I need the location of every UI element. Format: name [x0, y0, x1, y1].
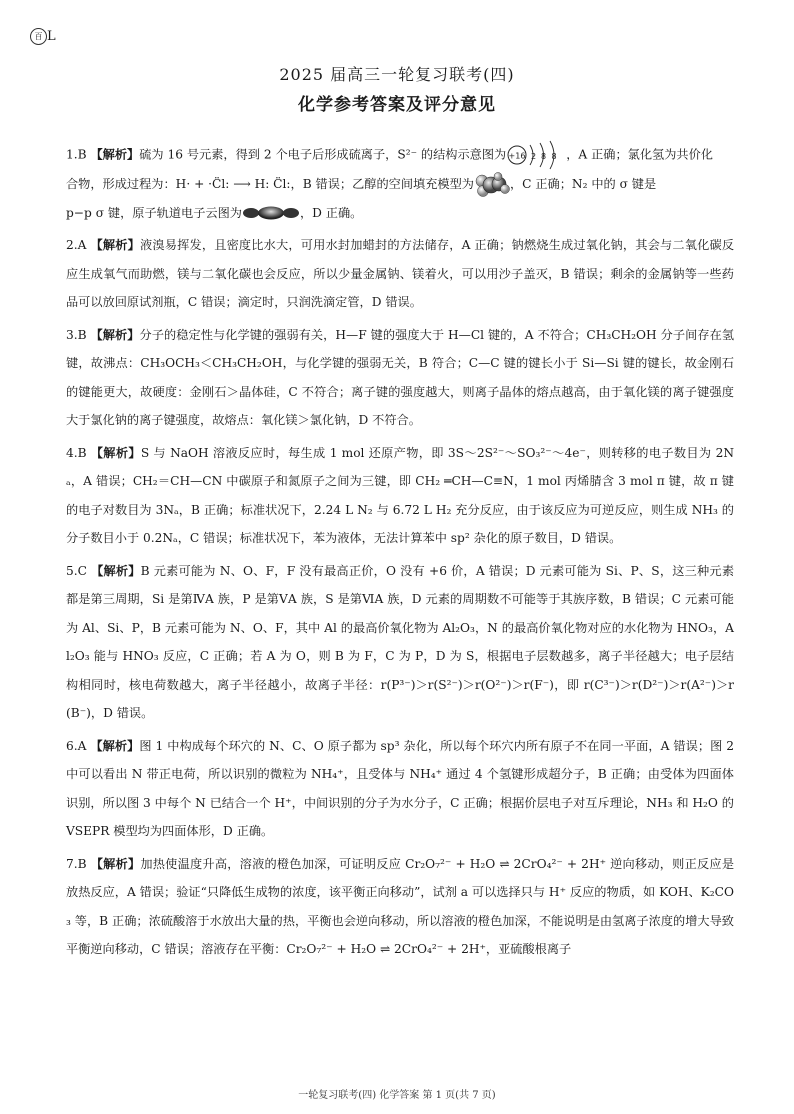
question-number: 4.B	[66, 445, 87, 460]
question-6	[66, 732, 734, 846]
question-number: 3.B	[66, 327, 87, 342]
analysis-tag: 【解析】	[91, 563, 141, 578]
question-1	[66, 140, 734, 227]
question-1-text-e: p−p σ 键，原子轨道电子云图为	[66, 205, 242, 220]
question-6-body	[66, 732, 734, 846]
question-3	[66, 321, 734, 435]
question-1-text-c: 合物，形成过程为：H· + ·C̈l: ⟶ H: C̈l:，B 错误；乙醇的空间填充模型为	[66, 177, 474, 191]
analysis-tag: 【解析】	[90, 147, 140, 162]
question-7-text: 加热使温度升高，溶液的橙色加深，可证明反应 Cr₂O₇²⁻ + H₂O ⇌ 2CrO₄²⁻ + 2H⁺ 逆向移动，则正反应是放热反应，A 错误；验证“只降低生成物的浓度，该平衡正向移动”，试剂 a 可以选择只与 H⁺ 反应的物质，如 KOH、K₂CO₃ 等，B 正确；浓硫酸溶于水放出大量的热，平衡也会逆向移动，所以溶液的橙色加深，不能说明是由氢离子浓度的增大导致平衡逆向移动，C 错误；溶液存在平衡：Cr₂O₇²⁻ + H₂O ⇌ 2CrO₄²⁻ + 2H⁺，亚硫酸根离子	[66, 856, 735, 956]
question-6-text: 图 1 中构成每个环穴的 N、C、O 原子都为 sp³ 杂化，所以每个环穴内所有原子不在同一平面，A 错误；图 2 中可以看出 N 带正电荷，所以识别的微粒为 NH₄⁺，且受体与 NH₄⁺ 通过 4 个氢键形成超分子，B 正确；由受体为四面体识别，所以图 3 中每个 N 已结合一个 H⁺，中间识别的分子为水分子，C 正确；根据价层电子对互斥理论，NH₃ 和 H₂O 的 VSEPR 模型均为四面体形，D 正确。	[66, 738, 734, 838]
question-4	[66, 439, 734, 553]
analysis-tag: 【解析】	[90, 856, 141, 871]
question-number: 6.A	[66, 738, 87, 753]
question-4-text: S 与 NaOH 溶液反应时，每生成 1 mol 还原产物，即 3S～2S²⁻～SO₃²⁻～4e⁻，则转移的电子数目为 2Nₐ，A 错误；CH₂＝CH—CN 中碳原子和氮原子之间为三键，即 CH₂ ═CH—C≡N，1 mol 丙烯腈含 3 mol π 键，故 π 键的电子对数目为 3Nₐ，B 正确；标准状况下，2.24 L N₂ 与 6.72 L H₂ 充分反应，由于该反应为可逆反应，则生成 NH₃ 的分子数目小于 0.2Nₐ，C 错误；标准状况下，苯为液体，无法计算苯中 sp² 杂化的原子数目，D 错误。	[66, 445, 735, 545]
question-5	[66, 557, 734, 728]
corner-mark	[30, 28, 56, 45]
corner-mark-circle: 百	[30, 28, 47, 45]
analysis-tag: 【解析】	[90, 738, 140, 753]
page-footer: 一轮复习联考(四) 化学答案 第 1 页(共 7 页)	[298, 1090, 496, 1101]
analysis-tag: 【解析】	[90, 238, 140, 252]
svg-text:2: 2	[531, 152, 537, 161]
analysis-tag: 【解析】	[90, 445, 141, 460]
svg-text:8: 8	[551, 152, 557, 161]
question-7-body	[66, 850, 734, 964]
question-number: 5.C	[66, 563, 87, 578]
question-1-text-f: ，D 正确。	[299, 205, 363, 220]
svg-text:8: 8	[541, 152, 547, 161]
page-title: 2025 届高三一轮复习联考(四)	[279, 65, 515, 84]
question-number: 7.B	[66, 856, 87, 871]
page-subtitle: 化学参考答案及评分意见	[298, 95, 496, 115]
question-1-text-d: ，C 正确；N₂ 中的 σ 键是	[509, 177, 657, 191]
answer-content	[66, 140, 734, 968]
question-1-text-b: ，A 正确；氯化氢为共价化	[566, 147, 713, 162]
svg-text:+16: +16	[508, 151, 526, 161]
question-2-text: 液溴易挥发，且密度比水大，可用水封加蜡封的方法储存，A 正确；钠燃烧生成过氧化钠，其会与二氧化碳反应生成氧气而助燃，镁与二氧化碳也会反应，所以少量金属钠、镁着火，可以用沙子盖灭，B 错误；剩余的金属钠等一些药品可以放回原试剂瓶，C 错误；滴定时，只润洗滴定管，D 错误。	[66, 238, 735, 309]
question-1-text-a: 硫为 16 号元素，得到 2 个电子后形成硫离子，S²⁻ 的结构示意图为	[139, 147, 507, 162]
sulfide-ion-structure-diagram	[506, 140, 566, 170]
question-3-text: 分子的稳定性与化学键的强弱有关，H—F 键的强度大于 H—Cl 键的，A 不符合；CH₃CH₂OH 分子间存在氢键，故沸点：CH₃OCH₃＜CH₃CH₂OH，与化学键的强弱无关，B 符合；C—C 键的键长小于 Si—Si 键的键长，故金刚石的键能更大，故硬度：金刚石＞晶体硅，C 不符合；离子键的强度越大，则离子晶体的熔点越高，由于氧化镁的离子键强度大于氯化钠的离子键强度，故熔点：氧化镁＞氯化钠，D 不符合。	[66, 327, 735, 427]
question-number: 1.B	[66, 147, 87, 162]
question-2	[66, 231, 734, 317]
question-number: 2.A	[66, 238, 87, 252]
question-3-body	[66, 321, 734, 435]
question-5-body	[66, 557, 734, 728]
question-7	[66, 850, 734, 964]
question-5-text: B 元素可能为 N、O、F，F 没有最高正价，O 没有 +6 价，A 错误；D 元素可能为 Si、P、S，这三种元素都是第三周期，Si 是第ⅣA 族，P 是第ⅤA 族，S 是第ⅥA 族，D 元素的周期数不可能等于其族序数，B 错误；C 元素可能为 Al、Si、P，B 元素可能为 N、O、F，其中 Al 的最高价氧化物为 Al₂O₃，N 的最高价氧化物对应的水化物为 HNO₃，Al₂O₃ 能与 HNO₃ 反应，C 正确；若 A 为 O，则 B 为 F，C 为 P，D 为 S，根据电子层数越多，离子半径越大；电子层结构相同时，核电荷数越大，离子半径越小，故离子半径：r(P³⁻)＞r(S²⁻)＞r(O²⁻)＞r(F⁻)，即 r(C³⁻)＞r(D²⁻)＞r(A²⁻)＞r(B⁻)，D 错误。	[66, 563, 735, 720]
corner-mark-letter: L	[47, 29, 56, 44]
p-p-sigma-orbital-diagram	[242, 205, 300, 221]
question-2-body	[66, 231, 734, 317]
analysis-tag: 【解析】	[90, 327, 140, 342]
question-4-body	[66, 439, 734, 553]
ethanol-space-filling-model	[474, 172, 510, 198]
question-1-body	[66, 140, 734, 227]
